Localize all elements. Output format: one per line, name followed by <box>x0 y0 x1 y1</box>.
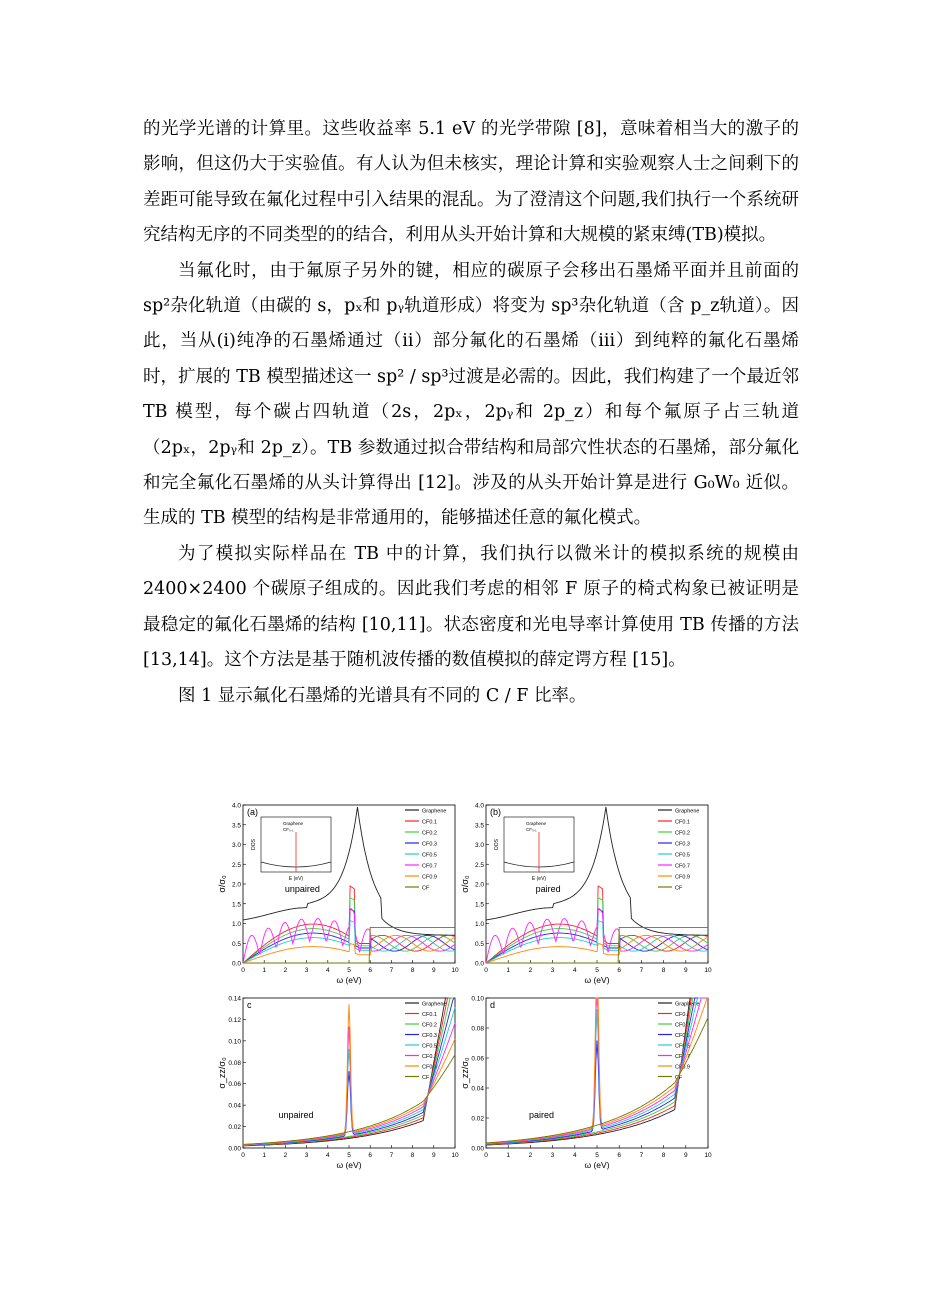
y-tick-label: 0.04 <box>471 1085 484 1093</box>
x-tick-label: 7 <box>639 967 644 974</box>
y-tick-label: 0.06 <box>471 1055 484 1063</box>
x-tick-label: 2 <box>528 967 533 974</box>
panel-label: paired <box>528 1110 555 1120</box>
inset-legend: CF₀.₁ <box>526 827 537 832</box>
x-tick-label: 9 <box>683 967 688 974</box>
y-axis-label: σ_zz/σ₀ <box>218 1057 227 1089</box>
y-tick-label: 0.00 <box>471 1145 484 1153</box>
inset-ylabel: DOS <box>494 839 500 850</box>
y-tick-label: 0.5 <box>231 940 241 948</box>
panel-label: unpaired <box>278 1110 314 1120</box>
y-tick-label: 2.5 <box>474 861 484 869</box>
legend-label: CF0.3 <box>675 1033 690 1039</box>
legend-label: CF0.7 <box>675 863 690 870</box>
x-tick-label: 9 <box>431 967 436 974</box>
x-tick-label: 4 <box>325 1152 330 1159</box>
y-tick-label: 4.0 <box>231 802 241 810</box>
x-tick-label: 5 <box>347 1152 351 1159</box>
x-tick-label: 10 <box>451 1152 459 1159</box>
x-tick-label: 0 <box>484 1152 488 1159</box>
legend-label: Graphene <box>422 808 447 815</box>
x-tick-label: 10 <box>704 1152 712 1159</box>
legend-label: CF0.5 <box>675 852 690 859</box>
x-tick-label: 1 <box>506 967 511 974</box>
y-tick-label: 3.0 <box>231 842 241 849</box>
x-tick-label: 8 <box>661 967 666 974</box>
y-tick-label: 0.0 <box>474 960 484 968</box>
legend-label: Graphene <box>422 1001 447 1008</box>
paragraph-4: 图 1 显示氟化石墨烯的光谱具有不同的 C / F 比率。 <box>178 685 587 706</box>
x-tick-label: 4 <box>325 967 330 974</box>
y-tick-label: 1.0 <box>474 921 484 928</box>
figure-svg <box>218 790 718 1190</box>
y-tick-label: 4.0 <box>474 802 484 810</box>
x-tick-label: 2 <box>283 1152 288 1159</box>
x-tick-label: 8 <box>410 1152 415 1159</box>
y-tick-label: 3.5 <box>474 822 484 830</box>
y-axis-label: σ/σ₀ <box>460 875 470 893</box>
x-tick-label: 0 <box>241 967 245 974</box>
paragraph-1: 的光学光谱的计算里。这些收益率 5.1 eV 的光学带隙 [8]，意味着相当大的激子的影响，但这仍大于实验值。有人认为但未核实，理论计算和实验观察人士之间剩下的差距可能导致在氟化过程中引入结果的混乱。为了澄清这个问题,我们执行一个系统研究结构无序的不同类型的的结合，利用从头开始计算和大规模的紧束缚(TB)模拟。 <box>143 119 799 246</box>
inset-xlabel: E (eV) <box>531 876 547 882</box>
x-tick-label: 0 <box>241 1152 245 1159</box>
legend-label: CF0.2 <box>675 830 690 837</box>
figure-1 <box>218 790 718 1190</box>
y-tick-label: 2.0 <box>231 881 241 889</box>
legend-label: CF <box>422 1075 430 1081</box>
x-tick-label: 3 <box>304 1152 309 1159</box>
x-tick-label: 2 <box>528 1152 533 1159</box>
x-tick-label: 7 <box>639 1152 644 1159</box>
legend-label: CF0.3 <box>422 1033 437 1039</box>
legend-label: CF0.5 <box>675 1043 690 1050</box>
x-tick-label: 5 <box>347 967 351 974</box>
legend-label: CF <box>675 1075 683 1081</box>
inset-ylabel: DOS <box>251 839 257 850</box>
legend-label: CF0.2 <box>675 1022 690 1029</box>
legend-label: CF <box>422 885 430 892</box>
y-tick-label: 0.10 <box>471 995 484 1003</box>
y-tick-label: 3.5 <box>231 822 241 830</box>
y-tick-label: 0.06 <box>228 1081 241 1089</box>
x-tick-label: 3 <box>550 1152 555 1159</box>
x-tick-label: 1 <box>262 1152 267 1159</box>
x-tick-label: 8 <box>410 967 415 974</box>
x-tick-label: 4 <box>572 1152 577 1159</box>
y-tick-label: 0.00 <box>228 1145 241 1153</box>
inset-legend: Graphene <box>283 821 304 826</box>
legend-label: CF0.9 <box>422 1064 437 1071</box>
y-tick-label: 0.14 <box>228 995 241 1003</box>
body-text <box>143 112 799 714</box>
x-tick-label: 1 <box>262 967 267 974</box>
legend-label: CF0.1 <box>422 1012 437 1018</box>
x-axis-label: ω (eV) <box>336 975 362 985</box>
x-tick-label: 9 <box>683 1152 688 1159</box>
legend-label: CF0.5 <box>422 1043 437 1050</box>
legend-label: CF0.2 <box>422 830 437 837</box>
x-tick-label: 5 <box>595 967 599 974</box>
legend-label: CF0.3 <box>422 841 437 848</box>
x-tick-label: 0 <box>484 967 488 974</box>
y-tick-label: 0.08 <box>471 1025 484 1033</box>
legend-label: CF0.9 <box>675 1064 690 1071</box>
inset-legend: CF₀.₁ <box>283 827 294 832</box>
legend-label: CF0.1 <box>675 819 690 826</box>
y-tick-label: 0.08 <box>228 1059 241 1067</box>
y-tick-label: 0.5 <box>474 940 484 948</box>
x-tick-label: 6 <box>368 967 373 974</box>
legend-label: CF0.9 <box>675 874 690 881</box>
x-tick-label: 2 <box>283 967 288 974</box>
x-tick-label: 10 <box>451 967 459 974</box>
legend-label: Graphene <box>675 1001 700 1008</box>
y-tick-label: 2.0 <box>474 881 484 889</box>
y-tick-label: 2.5 <box>231 861 241 869</box>
x-tick-label: 4 <box>572 967 577 974</box>
panel-tag: (a) <box>247 807 258 817</box>
x-tick-label: 7 <box>389 1152 394 1159</box>
x-tick-label: 1 <box>506 1152 511 1159</box>
y-tick-label: 1.0 <box>231 921 241 928</box>
panel-tag: (b) <box>490 807 501 817</box>
legend-label: CF0.5 <box>422 852 437 859</box>
y-tick-label: 0.0 <box>231 960 241 968</box>
legend-label: CF0.7 <box>675 1054 690 1060</box>
x-axis-label: ω (eV) <box>336 1160 362 1170</box>
y-tick-label: 0.10 <box>228 1038 241 1046</box>
y-tick-label: 3.0 <box>474 842 484 849</box>
x-axis-label: ω (eV) <box>584 1160 610 1170</box>
y-tick-label: 0.02 <box>471 1115 484 1123</box>
x-tick-label: 7 <box>389 967 394 974</box>
panel-tag: c <box>247 1000 252 1010</box>
x-tick-label: 6 <box>617 1152 622 1159</box>
paragraph-3: 为了模拟实际样品在 TB 中的计算，我们执行以微米计的模拟系统的规模由 2400×2400 个碳原子组成的。因此我们考虑的相邻 F 原子的椅式构象已被证明是最稳定的氟化石墨烯的结构 [10,11]。状态密度和光电导率计算使用 TB 传播的方法 [13,14]。这个方法是基于随机波传播的数值模拟的薛定谔方程 [15]。 <box>143 543 799 671</box>
y-tick-label: 1.5 <box>474 901 484 909</box>
legend-label: CF0.1 <box>675 1012 690 1018</box>
legend-label: CF0.2 <box>422 1022 437 1029</box>
panel-label: paired <box>535 883 561 894</box>
paragraph-2: 当氟化时，由于氟原子另外的键，相应的碳原子会移出石墨烯平面并且前面的 sp²杂化轨道（由碳的 s，pₓ和 pᵧ轨道形成）将变为 sp³杂化轨道（含 p_z轨道）。因此，当从(i)纯净的石墨烯通过（ii）部分氟化的石墨烯（iii）到纯粹的氟化石墨烯时，扩展的 TB 模型描述这一 sp² / sp³过渡是必需的。因此，我们构建了一个最近邻 TB 模型，每个碳占四轨道（2s，2pₓ，2pᵧ和 2p_z）和每个氟原子占三轨道（2pₓ，2pᵧ和 2p_z）。TB 参数通过拟合带结构和局部穴性状态的石墨烯，部分氟化和完全氟化石墨烯的从头计算得出 [12]。涉及的从头开始计算是进行 G₀W₀ 近似。生成的 TB 模型的结构是非常通用的，能够描述任意的氟化模式。 <box>143 260 799 529</box>
x-tick-label: 3 <box>550 967 555 974</box>
legend-label: CF0.3 <box>675 841 690 848</box>
legend-label: CF0.9 <box>422 874 437 881</box>
y-tick-label: 0.04 <box>228 1102 241 1110</box>
x-tick-label: 9 <box>431 1152 436 1159</box>
legend-label: Graphene <box>675 808 700 815</box>
legend-label: CF0.7 <box>422 863 437 870</box>
x-tick-label: 3 <box>304 967 309 974</box>
x-tick-label: 5 <box>595 1152 599 1159</box>
x-tick-label: 6 <box>368 1152 373 1159</box>
x-tick-label: 8 <box>661 1152 666 1159</box>
y-axis-label: σ/σ₀ <box>218 875 227 893</box>
y-axis-label: σ_zz/σ₀ <box>460 1057 470 1089</box>
panel-label: unpaired <box>284 883 320 894</box>
y-tick-label: 1.5 <box>231 901 241 909</box>
y-tick-label: 0.12 <box>228 1016 241 1024</box>
panel-tag: d <box>490 1000 496 1010</box>
legend-label: CF0.1 <box>422 819 437 826</box>
legend-label: CF <box>675 885 683 892</box>
y-tick-label: 0.02 <box>228 1124 241 1132</box>
inset-xlabel: E (eV) <box>288 876 304 882</box>
x-axis-label: ω (eV) <box>584 975 610 985</box>
x-tick-label: 6 <box>617 967 622 974</box>
legend-label: CF0.7 <box>422 1054 437 1060</box>
x-tick-label: 10 <box>704 967 712 974</box>
inset-legend: Graphene <box>526 821 547 826</box>
